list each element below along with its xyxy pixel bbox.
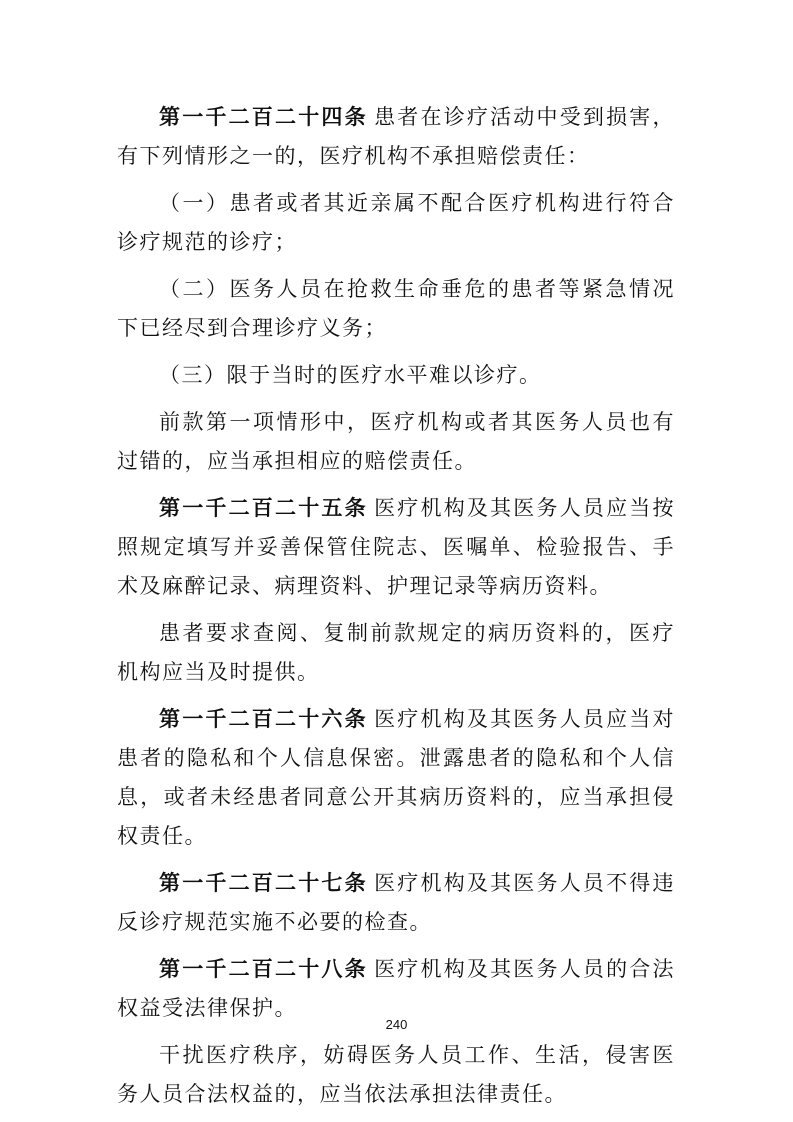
paragraph-text: 干扰医疗秩序，妨碍医务人员工作、生活，侵害医务人员合法权益的，应当依法承担法律责任。 xyxy=(117,1043,675,1106)
article-number: 第一千二百二十七条 xyxy=(159,871,368,895)
paragraph-text: （三）限于当时的医疗水平难以诊疗。 xyxy=(159,363,542,387)
article-number: 第一千二百二十八条 xyxy=(159,957,368,981)
paragraph-text: 患者要求查阅、复制前款规定的病历资料的，医疗机构应当及时提供。 xyxy=(117,621,675,684)
article-number: 第一千二百二十五条 xyxy=(159,496,368,520)
article-1225-paragraph xyxy=(117,489,675,606)
page-number: 240 xyxy=(385,1017,408,1032)
paragraph-text: （二）医务人员在抢救生命垂危的患者等紧急情况下已经尽到合理诊疗义务； xyxy=(117,277,675,340)
article-number: 第一千二百二十四条 xyxy=(159,105,368,129)
clause-3-paragraph xyxy=(117,356,675,395)
paragraph-text: （一）患者或者其近亲属不配合医疗机构进行符合诊疗规范的诊疗； xyxy=(117,191,675,254)
article-1225-second-paragraph xyxy=(117,614,675,692)
clause-2-paragraph xyxy=(117,270,675,348)
article-1224-paragraph xyxy=(117,98,675,176)
article-1227-paragraph xyxy=(117,864,675,942)
article-text: 医疗机构及其医务人员不得违反诊疗规范实施不必要的检查。 xyxy=(117,871,676,934)
paragraph-text: 前款第一项情形中，医疗机构或者其医务人员也有过错的，应当承担相应的赔偿责任。 xyxy=(117,410,675,473)
article-text: 医疗机构及其医务人员应当对患者的隐私和个人信息保密。泄露患者的隐私和个人信息，或者未经患者同意公开其病历资料的，应当承担侵权责任。 xyxy=(117,707,676,848)
article-1228-second-paragraph xyxy=(117,1036,675,1114)
article-text: 医疗机构及其医务人员的合法权益受法律保护。 xyxy=(117,957,676,1020)
article-text: 医疗机构及其医务人员应当按照规定填写并妥善保管住院志、医嘱单、检验报告、手术及麻醉记录、病理资料、护理记录等病历资料。 xyxy=(117,496,676,598)
article-1224-second-paragraph xyxy=(117,403,675,481)
article-text: 患者在诊疗活动中受到损害，有下列情形之一的，医疗机构不承担赔偿责任： xyxy=(117,105,676,168)
clause-1-paragraph xyxy=(117,184,675,262)
article-1226-paragraph xyxy=(117,700,675,856)
article-number: 第一千二百二十六条 xyxy=(159,707,368,731)
